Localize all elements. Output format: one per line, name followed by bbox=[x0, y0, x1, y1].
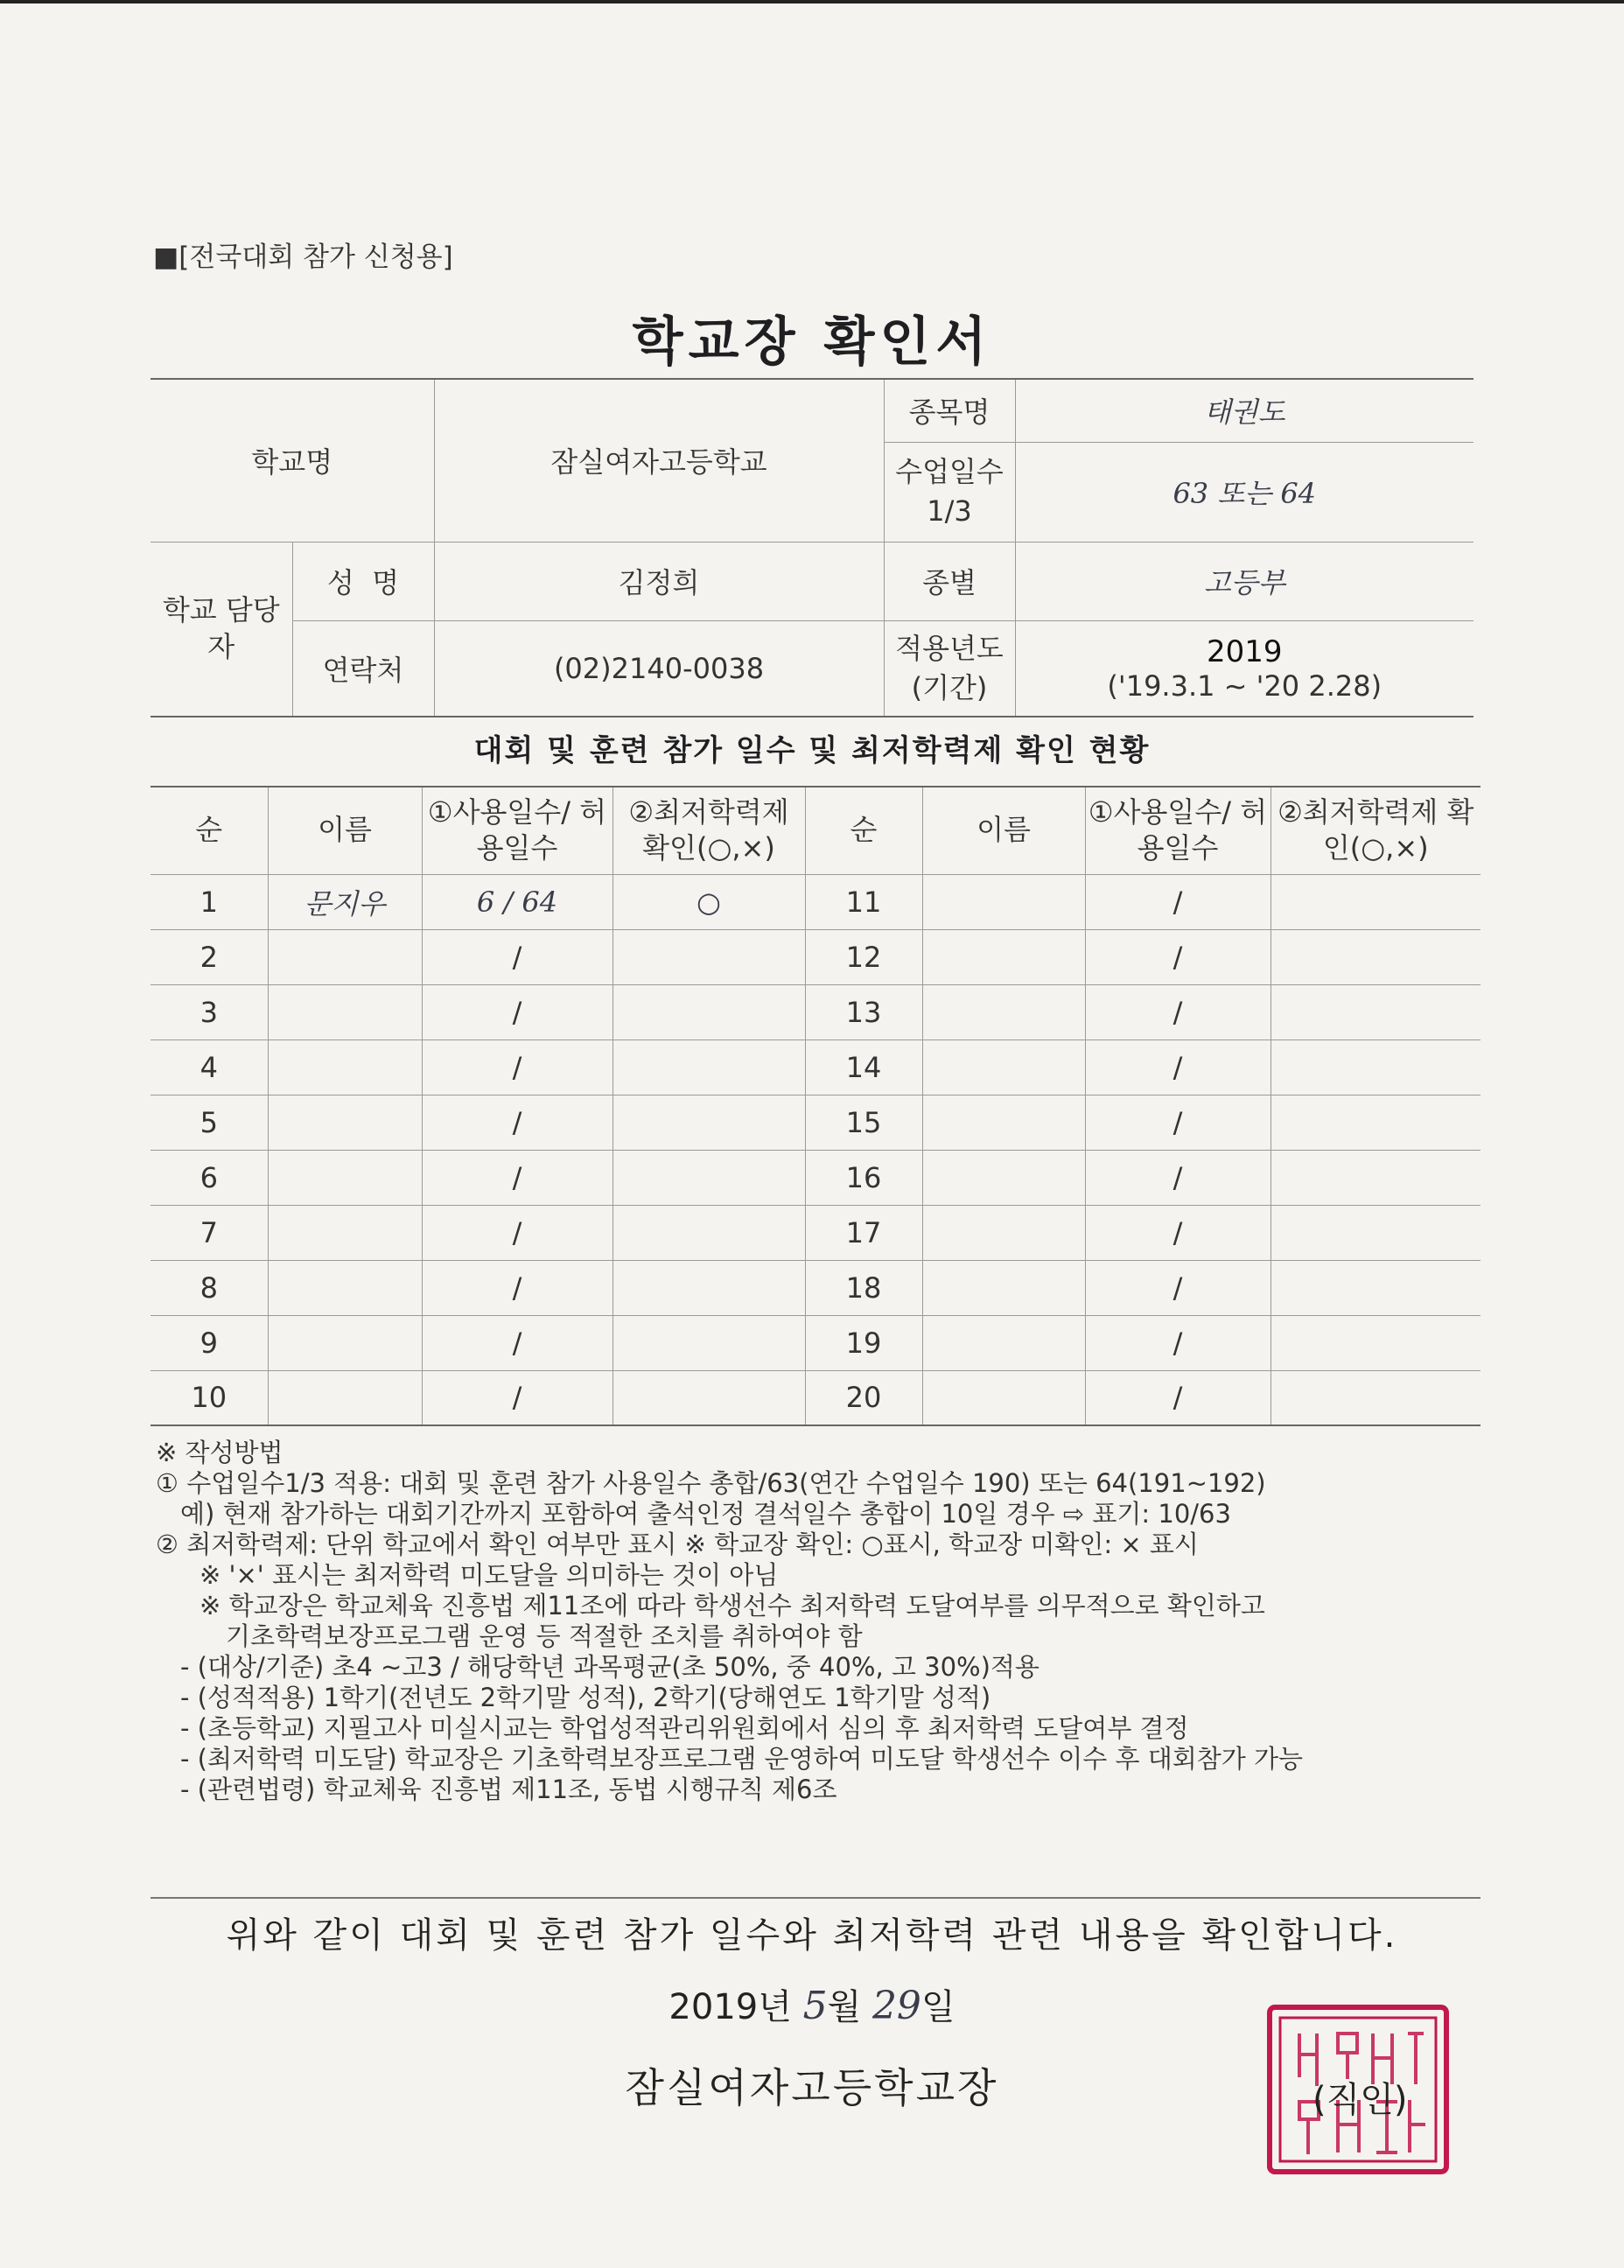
division-value: 고등부 bbox=[1015, 542, 1474, 620]
row-number: 13 bbox=[805, 984, 922, 1040]
manager-label: 학교 담당자 bbox=[150, 542, 292, 717]
row-check bbox=[612, 1095, 805, 1150]
row-days: / bbox=[1085, 929, 1270, 984]
table-row bbox=[150, 1095, 1480, 1150]
table-row bbox=[150, 1150, 1480, 1205]
detail-5: - (관련법령) 학교체육 진흥법 제11조, 동법 시행규칙 제6조 bbox=[180, 1774, 837, 1804]
row-days: / bbox=[422, 1260, 612, 1315]
row-days: / bbox=[1085, 874, 1270, 929]
row-check bbox=[612, 984, 805, 1040]
row-number: 17 bbox=[805, 1205, 922, 1260]
row-name bbox=[922, 1150, 1085, 1205]
row-name bbox=[268, 1260, 422, 1315]
row-days: / bbox=[1085, 1095, 1270, 1150]
row-check bbox=[1270, 1040, 1480, 1095]
row-name bbox=[922, 929, 1085, 984]
row-name bbox=[922, 874, 1085, 929]
row-name bbox=[922, 1040, 1085, 1095]
row-check bbox=[612, 1260, 805, 1315]
note-1b: 예) 현재 참가하는 대회기간까지 포함하여 출석인정 결석일수 총합이 10일 경우 ⇨ 표기: 10/63 bbox=[180, 1499, 1231, 1529]
table-row bbox=[150, 929, 1480, 984]
year-cell bbox=[1015, 620, 1474, 717]
row-number: 10 bbox=[150, 1370, 268, 1425]
scan-edge-line bbox=[0, 0, 1624, 4]
row-number: 9 bbox=[150, 1315, 268, 1370]
row-check bbox=[612, 1370, 805, 1425]
detail-1: - (대상/기준) 초4 ~고3 / 해당학년 과목평균(초 50%, 중 40%, 고 30%)적용 bbox=[180, 1652, 1040, 1682]
table-row bbox=[150, 1315, 1480, 1370]
detail-2: - (성적적용) 1학기(전년도 2학기말 성적), 2학기(당해연도 1학기말 성적) bbox=[180, 1683, 991, 1712]
date-month: 5 bbox=[802, 1984, 828, 2028]
table-row bbox=[150, 1040, 1480, 1095]
row-name bbox=[268, 1040, 422, 1095]
row-days: / bbox=[1085, 1315, 1270, 1370]
row-number: 6 bbox=[150, 1150, 268, 1205]
row-days: / bbox=[1085, 1040, 1270, 1095]
participation-table bbox=[150, 786, 1480, 1426]
division-label: 종별 bbox=[884, 542, 1015, 620]
row-name bbox=[922, 984, 1085, 1040]
document-title: 학교장 확인서 bbox=[632, 312, 992, 373]
row-days: / bbox=[422, 1370, 612, 1425]
row-name bbox=[268, 929, 422, 984]
event-value: 태권도 bbox=[1015, 379, 1474, 442]
row-days: / bbox=[422, 929, 612, 984]
row-days: / bbox=[1085, 984, 1270, 1040]
row-days: / bbox=[422, 984, 612, 1040]
row-check bbox=[612, 1205, 805, 1260]
note-heading: ※ 작성방법 bbox=[156, 1438, 284, 1467]
row-check bbox=[612, 1150, 805, 1205]
row-name bbox=[922, 1205, 1085, 1260]
row-check bbox=[612, 1315, 805, 1370]
school-name-label: 학교명 bbox=[150, 379, 434, 542]
row-name bbox=[922, 1260, 1085, 1315]
row-name bbox=[268, 1095, 422, 1150]
row-number: 19 bbox=[805, 1315, 922, 1370]
table-row bbox=[150, 984, 1480, 1040]
row-name bbox=[268, 984, 422, 1040]
row-name bbox=[268, 1315, 422, 1370]
row-number: 1 bbox=[150, 874, 268, 929]
row-check bbox=[1270, 1150, 1480, 1205]
header-check: ②최저학력제 확인(○,×) bbox=[612, 787, 805, 874]
row-number: 15 bbox=[805, 1095, 922, 1150]
row-name bbox=[268, 1205, 422, 1260]
note-1a: ① 수업일수1/3 적용: 대회 및 훈련 참가 사용일수 총합/63(연간 수업일수 190) 또는 64(191~192) bbox=[156, 1468, 1266, 1498]
row-days: / bbox=[1085, 1205, 1270, 1260]
header-days: ①사용일수/ 허용일수 bbox=[422, 787, 612, 874]
footer-divider bbox=[150, 1897, 1480, 1899]
row-days: / bbox=[422, 1315, 612, 1370]
row-days: / bbox=[1085, 1260, 1270, 1315]
row-number: 11 bbox=[805, 874, 922, 929]
row-number: 12 bbox=[805, 929, 922, 984]
row-check bbox=[1270, 984, 1480, 1040]
table-row bbox=[150, 874, 1480, 929]
person-name-label: 성 명 bbox=[292, 542, 434, 620]
row-number: 7 bbox=[150, 1205, 268, 1260]
row-number: 2 bbox=[150, 929, 268, 984]
row-days: 6 / 64 bbox=[422, 874, 612, 929]
event-label: 종목명 bbox=[884, 379, 1015, 442]
row-name bbox=[268, 1150, 422, 1205]
row-number: 3 bbox=[150, 984, 268, 1040]
row-check bbox=[1270, 1315, 1480, 1370]
confirmation-statement: 위와 같이 대회 및 훈련 참가 일수와 최저학력 관련 내용을 확인합니다. bbox=[226, 1915, 1398, 1956]
form-type-label: ■[전국대회 참가 신청용] bbox=[153, 242, 453, 273]
row-check bbox=[1270, 1370, 1480, 1425]
instructions bbox=[156, 1438, 1303, 1805]
class-days-label: 수업일수 1/3 bbox=[884, 442, 1015, 542]
row-number: 18 bbox=[805, 1260, 922, 1315]
year-label: 적용년도 (기간) bbox=[884, 620, 1015, 717]
date-month-unit: 월 bbox=[827, 1987, 862, 2027]
row-name bbox=[922, 1370, 1085, 1425]
row-number: 14 bbox=[805, 1040, 922, 1095]
year-value: 2019 bbox=[1206, 634, 1283, 669]
row-check bbox=[612, 929, 805, 984]
row-check bbox=[1270, 874, 1480, 929]
row-check bbox=[1270, 1205, 1480, 1260]
table-row bbox=[150, 1260, 1480, 1315]
note-4a: ※ 학교장은 학교체육 진흥법 제11조에 따라 학생선수 최저학력 도달여부를 의무적으로 확인하고 bbox=[200, 1591, 1265, 1620]
person-name-value: 김정희 bbox=[434, 542, 884, 620]
row-name bbox=[268, 1370, 422, 1425]
period-value: ('19.3.1 ~ '20 2.28) bbox=[1107, 668, 1382, 703]
row-days: / bbox=[422, 1095, 612, 1150]
date-year: 2019년 bbox=[668, 1987, 792, 2027]
row-days: / bbox=[1085, 1370, 1270, 1425]
note-4b: 기초학력보장프로그램 운영 등 적절한 조치를 취하여야 함 bbox=[226, 1621, 863, 1651]
row-number: 4 bbox=[150, 1040, 268, 1095]
table-header-row bbox=[150, 787, 1480, 874]
date-day-unit: 일 bbox=[920, 1987, 956, 2027]
row-name bbox=[922, 1095, 1085, 1150]
header-name: 이름 bbox=[922, 787, 1085, 874]
contact-label: 연락처 bbox=[292, 620, 434, 717]
school-info-table bbox=[150, 378, 1474, 718]
table-row bbox=[150, 1205, 1480, 1260]
table-subtitle: 대회 및 훈련 참가 일수 및 최저학력제 확인 현황 bbox=[473, 733, 1151, 768]
row-number: 5 bbox=[150, 1095, 268, 1150]
header-name: 이름 bbox=[268, 787, 422, 874]
seal-label: (직인) bbox=[1312, 2080, 1408, 2120]
row-days: / bbox=[422, 1040, 612, 1095]
header-check: ②최저학력제 확인(○,×) bbox=[1270, 787, 1480, 874]
detail-3: - (초등학교) 지필고사 미실시교는 학업성적관리위원회에서 심의 후 최저학력 도달여부 결정 bbox=[180, 1713, 1189, 1743]
contact-value: (02)2140-0038 bbox=[434, 620, 884, 717]
row-days: / bbox=[1085, 1150, 1270, 1205]
school-name-value: 잠실여자고등학교 bbox=[434, 379, 884, 542]
row-check: ○ bbox=[612, 874, 805, 929]
date-day: 29 bbox=[872, 1984, 921, 2028]
header-days: ①사용일수/ 허용일수 bbox=[1085, 787, 1270, 874]
row-check bbox=[1270, 1095, 1480, 1150]
row-name bbox=[922, 1315, 1085, 1370]
detail-4: - (최저학력 미도달) 학교장은 기초학력보장프로그램 운영하여 미도달 학생선수 이수 후 대회참가 가능 bbox=[180, 1744, 1304, 1774]
row-check bbox=[612, 1040, 805, 1095]
header-no: 순 bbox=[150, 787, 268, 874]
row-check bbox=[1270, 1260, 1480, 1315]
class-days-value: 63 또는 64 bbox=[1015, 442, 1474, 542]
row-check bbox=[1270, 929, 1480, 984]
row-number: 20 bbox=[805, 1370, 922, 1425]
row-days: / bbox=[422, 1150, 612, 1205]
header-no: 순 bbox=[805, 787, 922, 874]
note-3: ※ '×' 표시는 최저학력 미도달을 의미하는 것이 아님 bbox=[200, 1560, 779, 1590]
row-number: 16 bbox=[805, 1150, 922, 1205]
table-row bbox=[150, 1370, 1480, 1425]
row-name: 문지우 bbox=[268, 874, 422, 929]
note-2: ② 최저학력제: 단위 학교에서 확인 여부만 표시 ※ 학교장 확인: ○표시, 학교장 미확인: × 표시 bbox=[156, 1530, 1199, 1559]
principal-signature-line: 잠실여자고등학교장 bbox=[625, 2064, 999, 2111]
row-days: / bbox=[422, 1205, 612, 1260]
row-number: 8 bbox=[150, 1260, 268, 1315]
